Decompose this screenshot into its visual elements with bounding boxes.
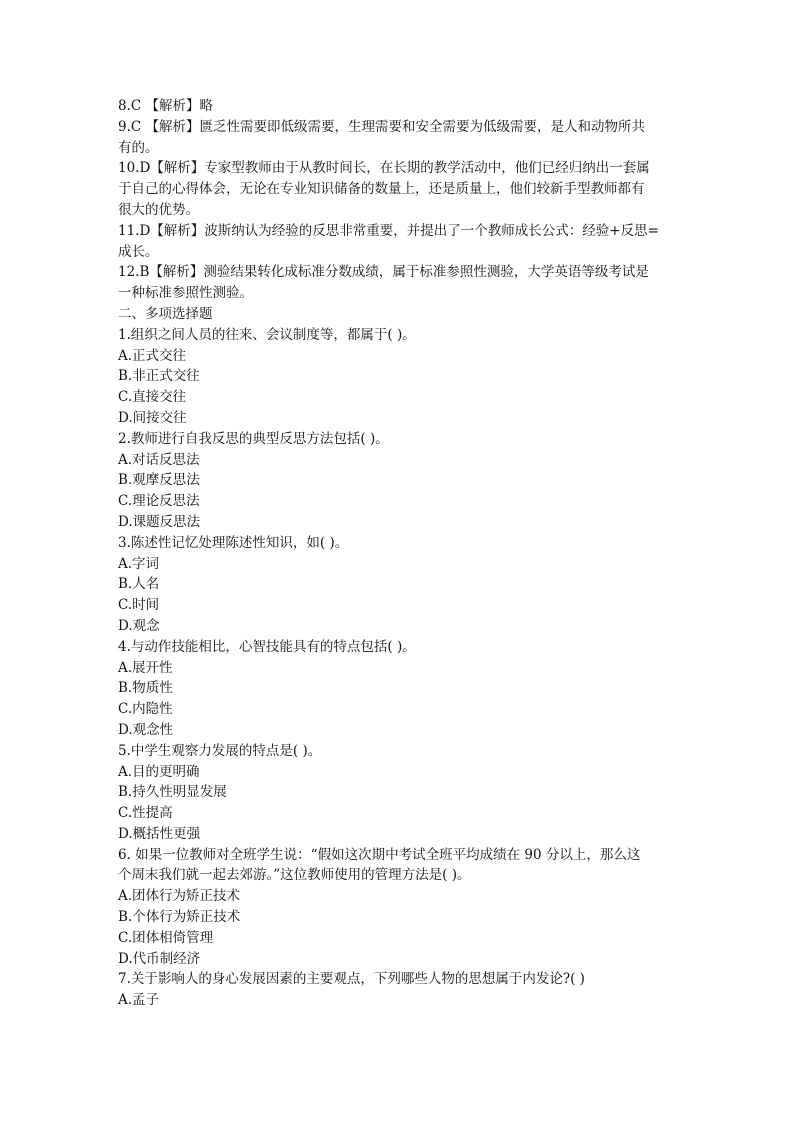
option-a: A.正式交往 bbox=[118, 347, 187, 364]
question-stem: 6. 如果一位教师对全班学生说：“假如这次期中考试全班平均成绩在 90 分以上，那么这 bbox=[118, 846, 641, 863]
option-a: A.字词 bbox=[118, 555, 160, 572]
option-c: C.直接交往 bbox=[118, 389, 187, 406]
option-d: D.概括性更强 bbox=[118, 825, 201, 842]
question-stem: 5.中学生观察力发展的特点是( )。 bbox=[118, 742, 322, 759]
option-d: D.间接交往 bbox=[118, 409, 187, 426]
answer-line: 8.C 【解析】略 bbox=[118, 98, 214, 114]
answer-11 bbox=[118, 221, 678, 263]
question-6 bbox=[118, 845, 678, 970]
answer-explanations bbox=[118, 96, 678, 304]
answer-9 bbox=[118, 117, 678, 159]
option-b: B.非正式交往 bbox=[118, 368, 200, 385]
option-a: A.对话反思法 bbox=[118, 451, 200, 468]
document-page bbox=[118, 96, 678, 1011]
question-5 bbox=[118, 741, 678, 845]
option-c: C.性提高 bbox=[118, 805, 173, 822]
option-b: B.观摩反思法 bbox=[118, 472, 200, 489]
answer-line: 12.B【解析】测验结果转化成标准分数成绩，属于标准参照性测验，大学英语等级考试是 bbox=[118, 264, 649, 281]
option-b: B.持久性明显发展 bbox=[118, 784, 227, 801]
option-c: C.内隐性 bbox=[118, 701, 173, 718]
option-d: D.代币制经济 bbox=[118, 950, 201, 967]
answer-line: 9.C 【解析】匮乏性需要即低级需要，生理需要和安全需要为低级需要，是人和动物所共 bbox=[118, 118, 645, 135]
question-1 bbox=[118, 325, 678, 429]
question-stem: 2.教师进行自我反思的典型反思方法包括( )。 bbox=[118, 430, 389, 447]
option-b: B.个体行为矫正技术 bbox=[118, 909, 241, 926]
question-stem: 个周末我们就一起去郊游。”这位教师使用的管理方法是( )。 bbox=[118, 867, 471, 884]
question-3 bbox=[118, 533, 678, 637]
option-a: A.展开性 bbox=[118, 659, 173, 676]
option-b: B.物质性 bbox=[118, 680, 173, 697]
question-stem: 1.组织之间人员的往来、会议制度等，都属于( )。 bbox=[118, 326, 416, 343]
question-stem: 3.陈述性记忆处理陈述性知识，如( )。 bbox=[118, 534, 349, 551]
option-b: B.人名 bbox=[118, 576, 160, 593]
question-list bbox=[118, 325, 678, 1011]
answer-8 bbox=[118, 96, 678, 117]
answer-10 bbox=[118, 158, 678, 220]
question-stem: 7.关于影响人的身心发展因素的主要观点，下列哪些人物的思想属于内发论?( ) bbox=[118, 971, 585, 988]
option-a: A.孟子 bbox=[118, 992, 160, 1009]
option-d: D.观念 bbox=[118, 617, 160, 634]
answer-line: 很大的优势。 bbox=[118, 201, 199, 218]
answer-line: 于自己的心得体会，无论在专业知识储备的数量上，还是质量上，他们较新手型教师都有 bbox=[118, 181, 645, 198]
option-a: A.目的更明确 bbox=[118, 763, 200, 780]
section-title: 二、多项选择题 bbox=[118, 305, 213, 322]
question-2 bbox=[118, 429, 678, 533]
answer-line: 11.D【解析】波斯纳认为经验的反思非常重要，并提出了一个教师成长公式：经验+反思= bbox=[118, 222, 659, 239]
option-a: A.团体行为矫正技术 bbox=[118, 888, 241, 905]
question-stem: 4.与动作技能相比，心智技能具有的特点包括( )。 bbox=[118, 638, 416, 655]
option-d: D.课题反思法 bbox=[118, 513, 201, 530]
answer-line: 一种标准参照性测验。 bbox=[118, 285, 253, 302]
question-7 bbox=[118, 969, 678, 1011]
answer-line: 10.D【解析】专家型教师由于从教时间长，在长期的教学活动中，他们已经归纳出一套属 bbox=[118, 160, 650, 177]
option-d: D.观念性 bbox=[118, 721, 174, 738]
answer-line: 有的。 bbox=[118, 139, 159, 156]
option-c: C.时间 bbox=[118, 597, 160, 614]
answer-12 bbox=[118, 262, 678, 304]
option-c: C.理论反思法 bbox=[118, 493, 200, 510]
answer-line: 成长。 bbox=[118, 243, 159, 260]
option-c: C.团体相倚管理 bbox=[118, 929, 214, 946]
question-4 bbox=[118, 637, 678, 741]
